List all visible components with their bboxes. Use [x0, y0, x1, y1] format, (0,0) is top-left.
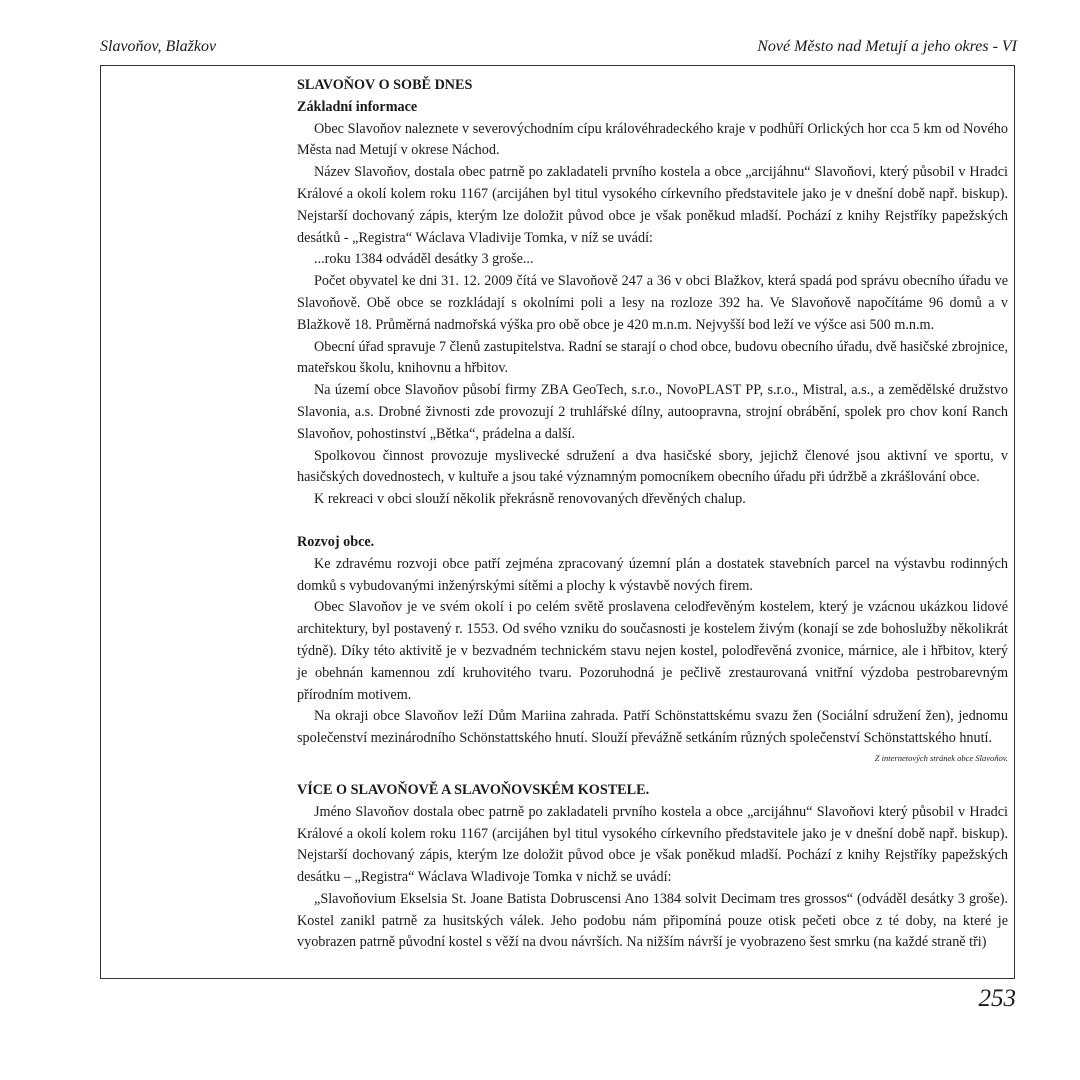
paragraph: Obecní úřad spravuje 7 členů zastupitelstva. Radní se starají o chod obce, budovu obecního úřadu, dvě hasičské zbrojnice, mateřskou školu, knihovnu a hřbitov.	[297, 338, 1008, 377]
paragraph: „Slavoňovium Ekselsia St. Joane Batista Dobruscensi Ano 1384 solvit Decimam tres grossos“ (odváděl desátky 3 groše). Kostel zanikl patrně za husitských válek. Jeho podobu nám připomíná pouze otisk pečeti obce z té doby, na které je vyobrazen patrně původní kostel s věží na dvou návrších. Na nižším návrší je vyobrazeno šest smrku (na každé straně tři)	[297, 890, 1008, 951]
paragraph: Počet obyvatel ke dni 31. 12. 2009 čítá ve Slavoňově 247 a 36 v obci Blažkov, která spadá pod správu obecního úřadu ve Slavoňově. Obě obce se rozkládají s okolními poli a lesy na rozloze 392 ha. Ve Slavoňově napočítáme 96 domů a v Blažkově 18. Průměrná nadmořská výška pro obě obce je 420 m.n.m. Nejvyšší bod leží ve výšce asi 500 m.n.m.	[297, 273, 1008, 333]
paragraph: Na území obce Slavoňov působí firmy ZBA GeoTech, s.r.o., NovoPLAST PP, s.r.o., Mistral, a.s., a zemědělské družstvo Slavonia, a.s. Drobné živnosti zde provozují 2 truhlářské dílny, autoopravna, strojní obrábění, spolek pro chov koní Ranch Slavoňov, pohostinství „Bětka“, prádelna a další.	[297, 382, 1008, 442]
section-title: VÍCE O SLAVOŇOVĚ A SLAVOŇOVSKÉM KOSTELE.	[297, 781, 650, 798]
page-number: 253	[978, 985, 1016, 1012]
paragraph: Jméno Slavoňov dostala obec patrně po zakladateli prvního kostela a obce „arcijáhnu“ Slavoňovi který působil v Hradci Králové a okolí kolem roku 1167 (arcijáhen byl titul vysokého církevního představitele jako je v dnešní době např. biskup). Nejstarší dochovaný zápis, kterým lze doložit původ obce je však poněkud mladší. Pochází z knihy Rejstříky papežských desátku – „Registra“ Wáclava Wladivoje Tomka v nichž se uvádí:	[297, 803, 1008, 886]
section-subtitle: Základní informace	[297, 98, 418, 115]
paragraph: Obec Slavoňov je ve svém okolí i po celém světě proslavena celodřevěným kostelem, který je vzácnou ukázkou lidové architektury, byl postavený r. 1553. Od svého vzniku do současnosti je kostelem živým (konají se zde bohoslužby několikrát týdně). Díky této aktivitě je v bezvadném technickém stavu nejen kostel, polodřevěná zvonice, márnice, ale i hřbitov, který je obehnán kamennou zdí kruhovitého tvaru. Pozoruhodná je pečlivě zrestaurovaná vnitřní výzdoba pestrobarevným přírodním motivem.	[297, 599, 1008, 703]
running-header-left: Slavoňov, Blažkov	[100, 38, 217, 55]
spacer	[297, 764, 1008, 780]
section-title: Rozvoj obce.	[297, 533, 375, 550]
spacer	[297, 511, 1008, 532]
paragraph: Název Slavoňov, dostala obec patrně po zakladateli prvního kostela a obce „arcijáhnu“ Slavoňovi, který působil v Hradci Králové a okolí kolem roku 1167 (arcijáhen byl titul vysokého církevního představitele jako je v dnešní době např. biskup). Nejstarší dochovaný zápis, kterým lze doložit původ obce je však poněkud mladší. Pochází z knihy Rejstříky papežských desátků - „Registra“ Wáclava Vladivije Tomka, v níž se uvádí:	[297, 164, 1008, 246]
running-header-right: Nové Město nad Metují a jeho okres - VI	[757, 38, 1017, 55]
paragraph: Na okraji obce Slavoňov leží Dům Mariina zahrada. Patří Schönstattskému svazu žen (Sociální sdružení žen), jednomu společenství mezinárodního Schönstattského hnutí. Slouží převážně setkáním různých společenství Schönstattského hnutí.	[297, 708, 1008, 747]
source-note: Z internetových stránek obce Slavoňov.	[874, 752, 1008, 763]
paragraph: K rekreaci v obci slouží několik překrásně renovovaných dřevěných chalup.	[314, 491, 746, 508]
paragraph: Spolkovou činnost provozuje myslivecké sdružení a dva hasičské sbory, jejichž členové jsou aktivní ve sportu, v hasičských dovednostech, v kultuře a jsou také významným pomocníkem obecního úřadu při údržbě a zkrášlování obce.	[297, 447, 1008, 486]
section-title: SLAVOŇOV O SOBĚ DNES	[297, 77, 473, 93]
page-content	[297, 75, 1008, 954]
paragraph: Obec Slavoňov naleznete v severovýchodním cípu královéhradeckého kraje v podhůří Orlických hor cca 5 km od Nového Města nad Metují v okrese Náchod.	[297, 120, 1008, 159]
quote-line: ...roku 1384 odváděl desátky 3 groše...	[314, 251, 534, 268]
paragraph: Ke zdravému rozvoji obce patří zejména zpracovaný územní plán a dostatek stavebních parcel na výstavbu rodinných domků s vybudovanými inženýrskými sítěmi a plochy k výstavbě nových firem.	[297, 555, 1008, 594]
